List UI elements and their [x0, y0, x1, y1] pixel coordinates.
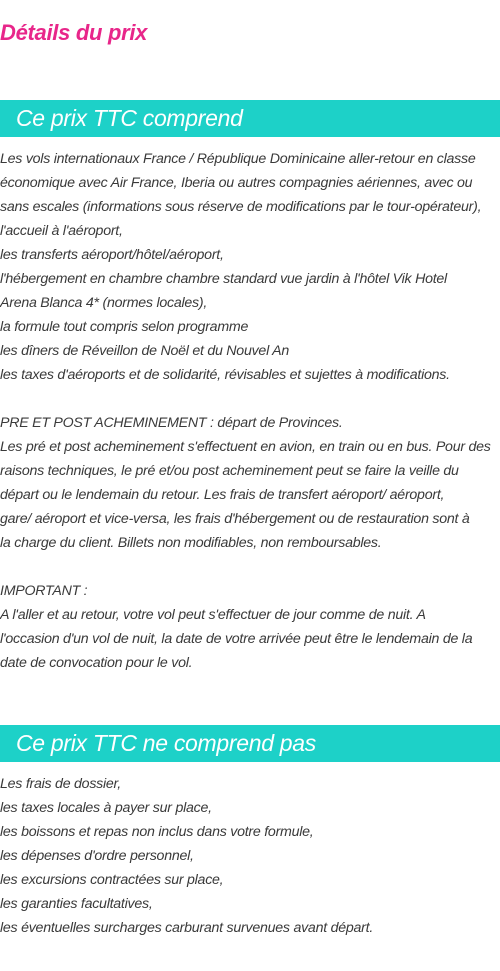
included-line: sans escales (informations sous réserve de modifications par le tour-opérateur), [0, 199, 482, 215]
excluded-line: Les frais de dossier, [0, 776, 121, 792]
included-line: les transferts aéroport/hôtel/aéroport, [0, 247, 224, 263]
excluded-line: les taxes locales à payer sur place, [0, 800, 212, 816]
routing-line: raisons techniques, le pré et/ou post acheminement peut se faire la veille du [0, 463, 459, 479]
important-line: date de convocation pour le vol. [0, 655, 193, 671]
included-line: les dîners de Réveillon de Noël et du Nouvel An [0, 343, 289, 359]
important-line: IMPORTANT : [0, 583, 88, 599]
included-line: Les vols internationaux France / République Dominicaine aller-retour en classe [0, 151, 476, 167]
important-line: l'occasion d'un vol de nuit, la date de votre arrivée peut être le lendemain de la [0, 631, 473, 647]
excluded-heading: Ce prix TTC ne comprend pas [0, 725, 500, 762]
included-line: la formule tout compris selon programme [0, 319, 249, 335]
routing-line: PRE ET POST ACHEMINEMENT : départ de Provinces. [0, 415, 343, 431]
routing-line: gare/ aéroport et vice-versa, les frais d'hébergement ou de restauration sont à [0, 511, 470, 527]
excluded-section [0, 772, 500, 940]
routing-line: départ ou le lendemain du retour. Les frais de transfert aéroport/ aéroport, [0, 487, 445, 503]
excluded-line: les dépenses d'ordre personnel, [0, 848, 194, 864]
included-line: économique avec Air France, Iberia ou autres compagnies aériennes, avec ou [0, 175, 473, 191]
included-heading: Ce prix TTC comprend [0, 100, 500, 137]
included-line: les taxes d'aéroports et de solidarité, révisables et sujettes à modifications. [0, 367, 450, 383]
excluded-line: les éventuelles surcharges carburant survenues avant départ. [0, 920, 374, 936]
included-line: Arena Blanca 4* (normes locales), [0, 295, 208, 311]
excluded-line: les boissons et repas non inclus dans votre formule, [0, 824, 314, 840]
important-line: A l'aller et au retour, votre vol peut s'effectuer de jour comme de nuit. A [0, 607, 426, 623]
excluded-line: les garanties facultatives, [0, 896, 153, 912]
routing-line: Les pré et post acheminement s'effectuent en avion, en train ou en bus. Pour des [0, 439, 491, 455]
included-section [0, 147, 500, 675]
excluded-line: les excursions contractées sur place, [0, 872, 224, 888]
included-line: l'accueil à l'aéroport, [0, 223, 123, 239]
routing-line: la charge du client. Billets non modifiables, non remboursables. [0, 535, 382, 551]
page-title: Détails du prix [0, 20, 148, 45]
included-line: l'hébergement en chambre chambre standard vue jardin à l'hôtel Vik Hotel [0, 271, 447, 287]
